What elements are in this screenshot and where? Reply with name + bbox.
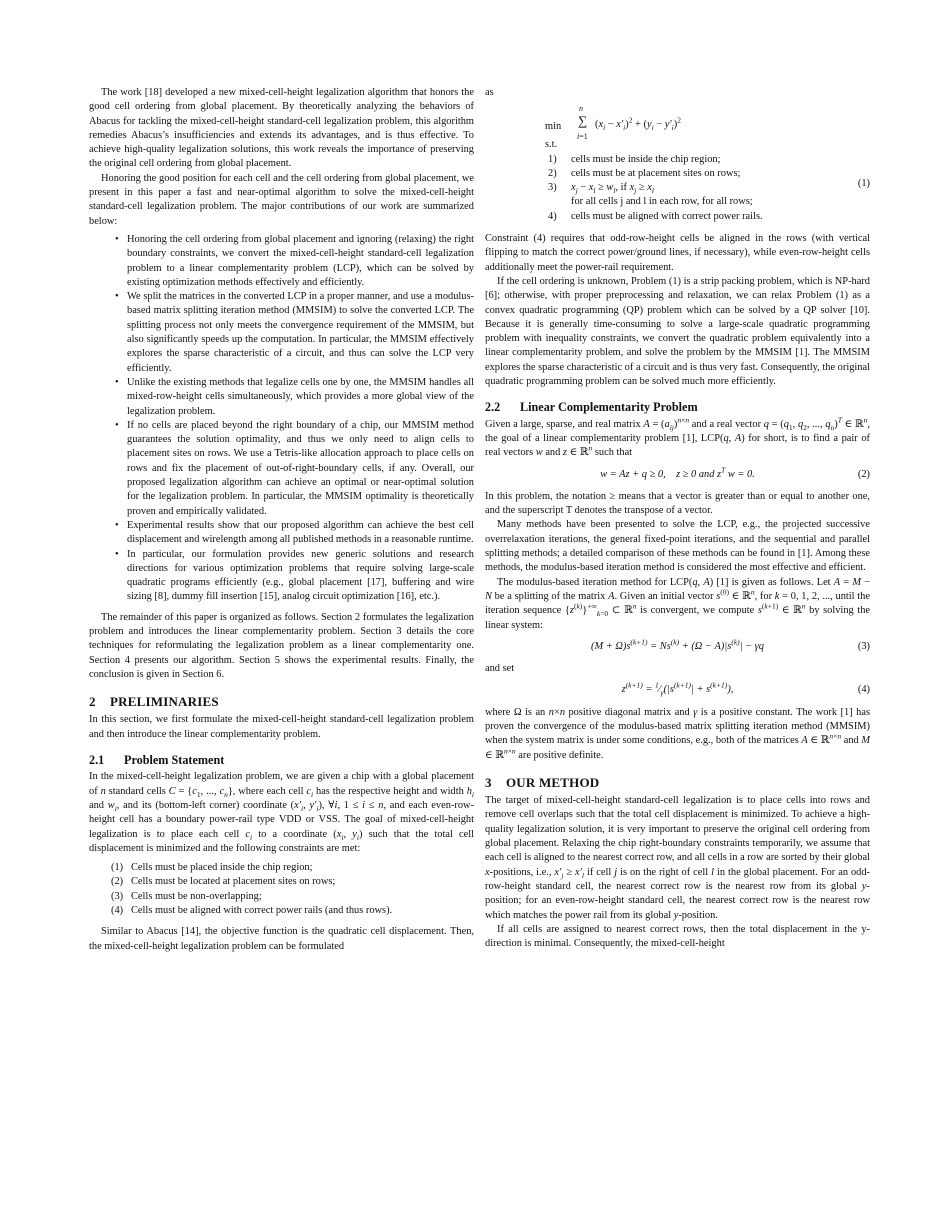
modulus-method-paragraph: The modulus-based iteration method for LCP(q, A) [1] is given as follows. Let A = M − N be a splitting of the matrix A. Given an initial vector $s^{(0)}$ ∈ ℝ$^n$, for k = 0, 1, 2, ..., until the iteration sequence $\{z^{(k)}\}^{+\infty}_{k=0}$ ⊂ ℝ$^n$ is convergent, we compute $s^{(k+1)}$ ∈ ℝ$^n$ by solving the linear system:	[485, 576, 871, 631]
problem-statement-paragraph: In the mixed-cell-height legalization problem, we are given a chip with a global placement of n standard cells $C = \{c_1$, ..., $c_n$}, where each cell $c_i$ has the respective height and width $h_i$ and $w_i$, and its (bottom-left corner) coordinate ($x'_i$, $y'_i$), ∀i, 1 ≤ i ≤ n, and each even-row-height cell has a boundary power-rail type VDD or VSS. The goal of mixed-cell-height legalization is to place each cell $c_i$ to a coordinate ($x_i$, $y_i$) such that the total cell displacement is minimized and the following constraints are met:	[89, 771, 474, 854]
left-column	[89, 86, 474, 954]
list-item: 1) cells must be inside the chip region;	[548, 153, 721, 165]
equation-number: (3)	[857, 640, 870, 652]
notation-paragraph: In this problem, the notation ≥ means that a vector is greater than or equal to another one, and the superscript T denotes the transpose of a vector.	[485, 490, 870, 517]
methods-paragraph: Many methods have been presented to solve the LCP, e.g., the projected successive overrelaxation iterations, the general fixed-point iterations, and the sequential and parallel splitting methods; a detailed comparison of these methods can be found in [1]. Among these methods, the modulus-based iteration method is considered the most effective and efficient.	[485, 519, 870, 574]
intro-paragraph-3: The remainder of this paper is organized as follows. Section 2 formulates the legalization problem and introduces the linear complementarity problem. Section 3 details the core techniques for reformulating the legalization problem as a linear complementarity one. Section 4 presents our algorithm. Section 5 shows the experimental results. Finally, the conclusion is given in Section 6.	[89, 611, 474, 680]
list-item: • If no cells are placed beyond the right boundary of a chip, our MMSIM method guarantees the solution optimality, and thus we only need to align cells to placement sites on rows. We use a Tetris-like allocation approach to place cells on rows and fix the placement of out-of-right-boundary cells, if any. Overall, our proposed legalization algorithm can achieve an optimal or near-optimal solution for the legalization problem. In particular, the MMSIM optimality is theoretically proven and empirically validated.	[127, 419, 474, 519]
as-text: as	[485, 87, 494, 98]
contributions-list	[89, 233, 474, 605]
list-item: (1) Cells must be placed inside the chip region;	[111, 862, 313, 874]
constraint-4-paragraph: Constraint (4) requires that odd-row-height cells be aligned in the rows (with vertical flipping to match the correct power/ground lines, if necessary), while even-row-height cells additionally meet the power-rail requirement.	[485, 233, 870, 273]
cell-ordering-paragraph: If the cell ordering is unknown, Problem (1) is a strip packing problem, which is NP-hard [6]; otherwise, with proper preprocessing and relaxation, we can relax Problem (1) as a convex quadratic programming (QP) problem which can be solved by a QP solver [10]. Because it is generally time-consuming to solve a large-scale quadratic programming problem with inequality constraints, we convert the quadratic problem equivalently into a linear complementarity problem, and solve the problem by the MMSIM [1]. The MMSIM explores the sparse characteristic of a circuit and is thus very fast. Consequently, the original quadratic programming problem can be solved much more efficiently.	[485, 275, 870, 388]
method-paragraph: The target of mixed-cell-height standard-cell legalization is to place cells into rows and remove cell overlaps such that the total cell displacement is minimized. To achieve a high-quality legalization solution, it is very important to preserve the original cell ordering from global placement. Relaxing the chip right-boundary constraints temporarily, we assume that each cell is aligned to the nearest correct row, and all cells in a row are sorted by their global x-positions, i.e., $x'_j \ge x'_l$ if cell j is on the right of cell l in the global placement. For an odd-row-height standard cell, the nearest correct row is the nearest row from its global y-position; for an even-row-height standard cell, the nearest correct row is the nearest row which matches the power rail from its global y-position.	[485, 795, 871, 921]
intro-paragraph-2: Honoring the good position for each cell and the cell ordering from global placement, we present in this paper a fast and near-optimal algorithm to solve the mixed-cell-height standard-cell legalization problem. The major contributions of our work are summarized below:	[89, 172, 474, 227]
list-item: (4) Cells must be aligned with correct power rails (and thus rows).	[111, 905, 393, 917]
section-2-heading: 2 PRELIMINARIES	[89, 694, 219, 710]
sum-sign: ∑	[578, 113, 588, 129]
method-paragraph-2: If all cells are assigned to nearest correct rows, then the total displacement in the y-direction is minimal. Consequently, the mixed-cell-height	[485, 923, 870, 950]
sum-upper: n	[579, 104, 583, 114]
intro-paragraph-1: The work [18] developed a new mixed-cell-height legalization algorithm that honors the good cell ordering from global placement. By theoretically analyzing the behaviors of Abacus for tackling the mixed-cell-height standard-cell legalization problem, this algorithm remedies Abacus’s insufficiencies and extends its advantages, and is thus effective. To achieve high-quality legalization solutions, this work reveals the importance of preserving the original cell ordering from global placement.	[89, 87, 474, 170]
subject-to: s.t.	[545, 139, 558, 151]
list-item: • Experimental results show that our proposed algorithm can achieve the best cell displacement and wirelength among all published methods in a reasonable runtime.	[127, 519, 474, 548]
list-item: • Unlike the existing methods that legalize cells one by one, the MMSIM handles all mixed-row-height cells simultaneously, which provides a more global view of the legalization problem.	[127, 376, 474, 419]
list-item: • Honoring the cell ordering from global placement and ignoring (relaxing) the right boundary constraints, we convert the mixed-cell-height standard-cell legalization problem to a linear complementarity problem (LCP), which can be solved by existing optimization methods effectively and efficiently.	[127, 233, 474, 290]
equation-2: w = Az + q ≥ 0, z ≥ 0 and $z^T$ w = 0. (2)	[485, 468, 870, 482]
list-item: (2) Cells must be located at placement sites on rows;	[111, 876, 336, 888]
list-item: for all cells j and l in each row, for all rows;	[571, 196, 753, 208]
equation-number: (4)	[857, 684, 870, 696]
right-column	[485, 86, 870, 951]
problem-statement-paragraph-2: Similar to Abacus [14], the objective function is the quadratic cell displacement. Then, the mixed-cell-height legalization problem can be formulated	[89, 926, 474, 952]
list-item: • In particular, our formulation provides new generic solutions and research directions for various optimization problems that require solving large-scale quadratic programs efficiently (e.g., global placement [17], buffering and wire sizing [8], dummy fill insertion [15], analog circuit optimization [16], etc.).	[127, 548, 474, 605]
list-item: 3) $x_j - x_l \ge w_l$, if $x_j \ge x_l$	[548, 182, 654, 196]
min-operator: min	[545, 121, 562, 133]
section-2-2-heading: 2.2 Linear Complementarity Problem	[485, 400, 698, 415]
constraints-list	[89, 861, 474, 918]
sum-lower: i=1	[577, 132, 588, 142]
convergence-paragraph: where Ω is an n×n positive diagonal matrix and γ is a positive constant. The work [1] has proven the convergence of the modulus-based matrix splitting iteration method (MMSIM) when the system matrix is under some conditions, e.g., both of the matrices A ∈ ℝ$^{n\times n}$ and M ∈ ℝ$^{n\times n}$ are positive definite.	[485, 706, 870, 761]
section-2-1-heading: 2.1 Problem Statement	[89, 753, 225, 768]
lcp-definition-paragraph: Given a large, sparse, and real matrix $A = (a_{ij})^{n\times n}$ and a real vector $q = (q_1$, $q_2$, ..., $q_n)^T$ ∈ ℝ$^n$, the goal of a linear complementarity problem [1], LCP(q, A) for short, is to find a pair of real vectors w and z ∈ ℝ$^n$ such that	[485, 415, 871, 459]
equation-4: $z^{(k+1)}$ = $^1⁄_\gamma(|s^{(k+1)}| + s^{(k+1)})$, (4)	[621, 680, 870, 698]
list-item: (3) Cells must be non-overlapping;	[111, 890, 262, 902]
equation-3: $(M + \Omega)s^{(k+1)} = Ns^{(k)} + (\Omega - A)|s^{(k)}| - \gamma q$ (3)	[485, 640, 870, 654]
equation-1-constraints	[548, 153, 870, 224]
and-set-text: and set	[485, 663, 515, 675]
section-2-paragraph: In this section, we first formulate the mixed-cell-height standard-cell legalization problem and then introduce the linear complementarity problem.	[89, 714, 474, 740]
section-3-heading: 3 OUR METHOD	[485, 774, 600, 790]
list-item: 4) cells must be aligned with correct power rails.	[548, 210, 763, 222]
list-item: 2) cells must be at placement sites on rows;	[548, 167, 741, 179]
equation-number: (1)	[857, 178, 870, 190]
equation-number: (2)	[857, 468, 870, 480]
list-item: • We split the matrices in the converted LCP in a proper manner, and use a modulus-based matrix splitting iteration method (MMSIM) to solve the converted LCP. The splitting process not only meets the convergence requirement of the MMSIM, but also significantly speeds up the computation. In particular, the MMSIM effectively explores the sparse characteristic of a circuit, and thus can solve the LCP very efficiently.	[127, 290, 474, 376]
equation-1	[485, 104, 870, 224]
objective: $(x_i - x'_i)^2 + (y_i - y'_i)^2$	[595, 115, 681, 133]
